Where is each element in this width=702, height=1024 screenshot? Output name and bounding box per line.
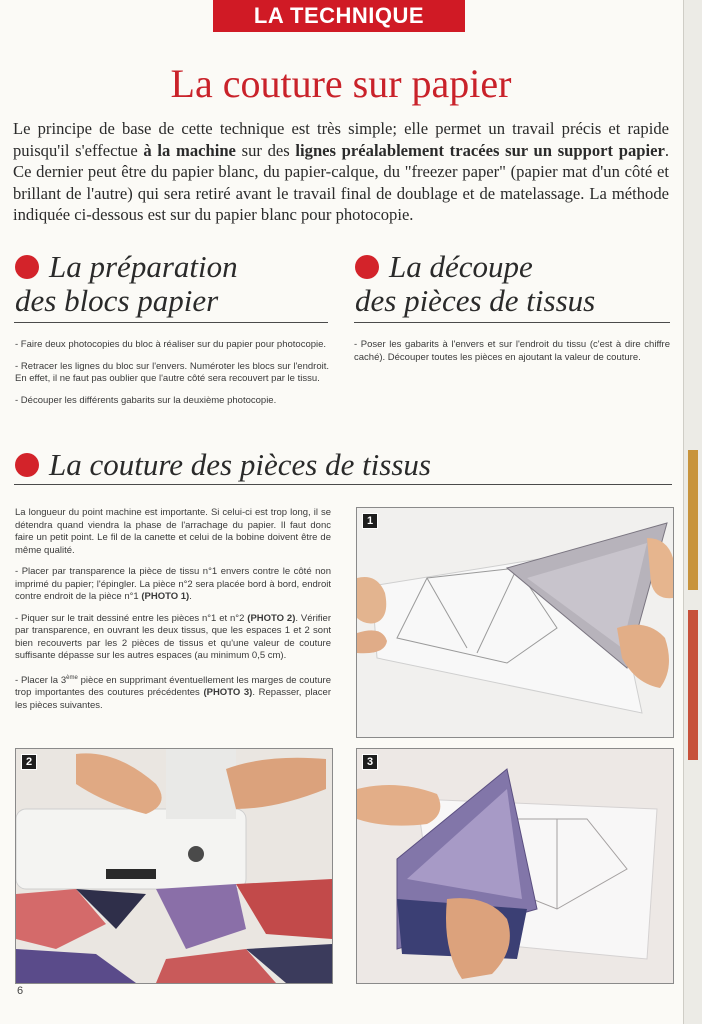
photo-2	[15, 748, 333, 984]
list-item: - Faire deux photocopies du bloc à réaliser sur du papier pour photocopie.	[15, 339, 327, 350]
heading-line: La préparation	[49, 249, 238, 284]
photo-3	[356, 748, 674, 984]
section-heading-preparation	[15, 250, 238, 318]
page-edge-tab	[688, 610, 698, 760]
section-body-decoupe	[354, 339, 670, 373]
red-bullet-icon	[15, 255, 39, 279]
heading-line: La découpe	[389, 249, 533, 284]
page-number: 6	[17, 985, 24, 997]
photo-number: 2	[21, 754, 37, 770]
list-item: - Découper les différents gabarits sur la deuxième photocopie.	[15, 394, 277, 406]
text: pièce en supprimant éventuellement les marges de couture trop importantes des coutures précédentes	[15, 674, 331, 699]
photo-number: 3	[362, 754, 378, 770]
photo-3-illustration	[357, 749, 673, 983]
photo-1	[356, 507, 674, 738]
section-body-preparation	[15, 339, 329, 416]
section-banner: LA TECHNIQUE	[213, 0, 465, 32]
heading-line: La couture des pièces de tissus	[49, 447, 431, 482]
heading-rule	[354, 322, 670, 323]
red-bullet-icon	[15, 453, 39, 477]
photo-1-illustration	[357, 508, 673, 737]
list-item: - Retracer les lignes du bloc sur l'envers. Numéroter les blocs sur l'endroit. En effet, il ne faut pas oublier que l'autre côté sera recouvert par le tissu.	[15, 360, 329, 384]
section-body-couture	[15, 507, 331, 721]
text: - Placer la 3	[15, 674, 67, 686]
list-item	[15, 613, 331, 663]
heading-line: des blocs papier	[15, 283, 219, 318]
list-item	[15, 566, 331, 604]
intro-text: Le principe de base de cette technique est très simple; elle permet un travail précis et rapide puisqu'il s'effectue	[13, 119, 669, 160]
next-page-edge	[683, 0, 702, 1024]
superscript: ème	[66, 674, 78, 681]
text: . Vérifier par transparence, en ouvrant les deux tissus, que les espaces 1 et 2 sont bien recouverts par les 2 pièces de tissus et qu'une valeur de couture suffisante dépasse sur les autres espaces (au minimum 0,5 cm).	[15, 612, 332, 661]
text: . Repasser, placer les pièces suivantes.	[15, 687, 331, 711]
photo-2-illustration	[16, 749, 332, 983]
list-item	[15, 672, 331, 713]
page-edge-tab	[688, 450, 698, 590]
intro-bold: lignes préalablement tracées sur un support papier	[295, 140, 665, 160]
text: - Piquer sur le trait dessiné entre les pièces n°1 et n°2	[15, 612, 248, 624]
heading-rule	[14, 322, 328, 323]
red-bullet-icon	[355, 255, 379, 279]
intro-bold: à la machine	[143, 140, 236, 160]
heading-rule	[14, 484, 672, 485]
intro-text: . Ce dernier peut être du papier blanc, du papier-calque, du "freezer paper" (papier mat d'un côté et brillant de l'autre) qui sera retiré avant le travail final de doublage et de matelassage. La méthode indiquée ci-dessous est sur du papier blanc pour photocopie.	[13, 140, 669, 224]
intro-text: sur des	[235, 140, 296, 160]
list-item: - Poser les gabarits à l'envers et sur l'endroit du tissu (c'est à dire chiffre caché). Découper toutes les pièces en ajoutant la valeur de couture.	[354, 339, 670, 363]
text: - Placer par transparence la pièce de tissu n°1 envers contre le côté non imprimé du papier; l'épingler. La pièce n°2 sera placée bord à bord, endroit contre endroit de la pièce n°1	[15, 566, 331, 602]
section-heading-decoupe	[355, 250, 595, 318]
text: .	[189, 591, 192, 602]
heading-line: des pièces de tissus	[355, 283, 596, 318]
photo-ref: (PHOTO 1)	[141, 591, 190, 602]
page-title: La couture sur papier	[170, 61, 512, 106]
paragraph: La longueur du point machine est importante. Si celui-ci est trop long, il se détendra quand viendra la phase de l'arrachage du papier. Il faut donc faire un petit point. Le fil de la canette et celui de la bobine doivent être de même qualité.	[15, 507, 331, 556]
section-heading-couture	[15, 448, 431, 482]
intro-paragraph	[13, 118, 669, 226]
photo-ref: (PHOTO 2)	[247, 612, 296, 624]
photo-ref: (PHOTO 3)	[203, 687, 253, 699]
photo-number: 1	[362, 513, 378, 529]
